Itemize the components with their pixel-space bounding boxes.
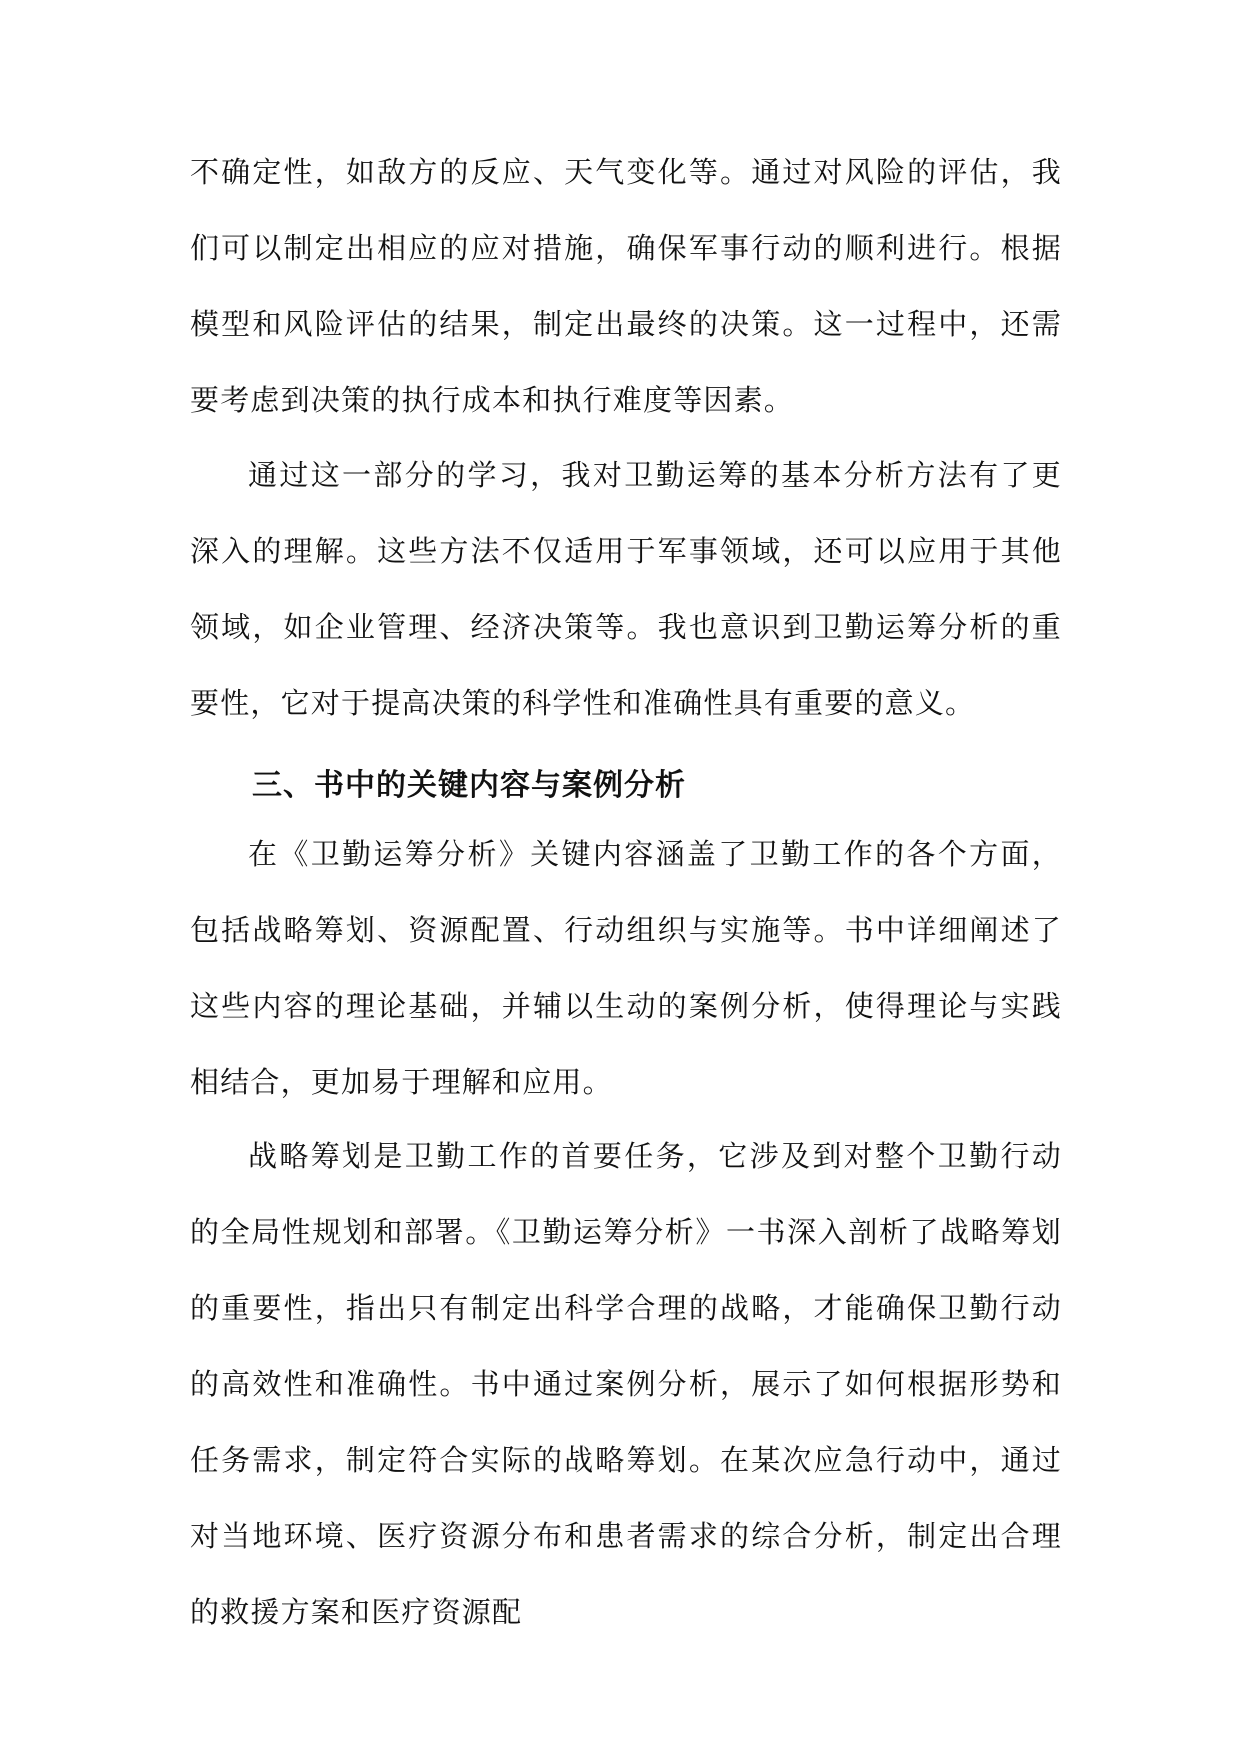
paragraph [190, 816, 1062, 1120]
paragraph-continued [190, 134, 1062, 438]
paragraph-text: 战略筹划是卫勤工作的首要任务，它涉及到对整个卫勤行动的全局性规划和部署。《卫勤运筹分析》一书深入剖析了战略筹划的重要性，指出只有制定出科学合理的战略，才能确保卫勤行动的高效性和准确性。书中通过案例分析，展示了如何根据形势和任务需求，制定符合实际的战略筹划。在某次应急行动中，通过对当地环境、医疗资源分布和患者需求的综合分析，制定出合理的救援方案和医疗资源配 [190, 1139, 1062, 1629]
paragraph-text: 不确定性，如敌方的反应、天气变化等。通过对风险的评估，我们可以制定出相应的应对措施，确保军事行动的顺利进行。根据模型和风险评估的结果，制定出最终的决策。这一过程中，还需要考虑到决策的执行成本和执行难度等因素。 [190, 155, 1062, 417]
paragraph-text: 通过这一部分的学习，我对卫勤运筹的基本分析方法有了更深入的理解。这些方法不仅适用于军事领域，还可以应用于其他领域，如企业管理、经济决策等。我也意识到卫勤运筹分析的重要性，它对于提高决策的科学性和准确性具有重要的意义。 [190, 458, 1062, 720]
section-heading: 三、书中的关键内容与案例分析 [252, 768, 686, 803]
paragraph [190, 437, 1062, 741]
paragraph-text: 在《卫勤运筹分析》关键内容涵盖了卫勤工作的各个方面，包括战略筹划、资源配置、行动组织与实施等。书中详细阐述了这些内容的理论基础，并辅以生动的案例分析，使得理论与实践相结合，更加易于理解和应用。 [190, 837, 1062, 1099]
paragraph [190, 1118, 1062, 1650]
